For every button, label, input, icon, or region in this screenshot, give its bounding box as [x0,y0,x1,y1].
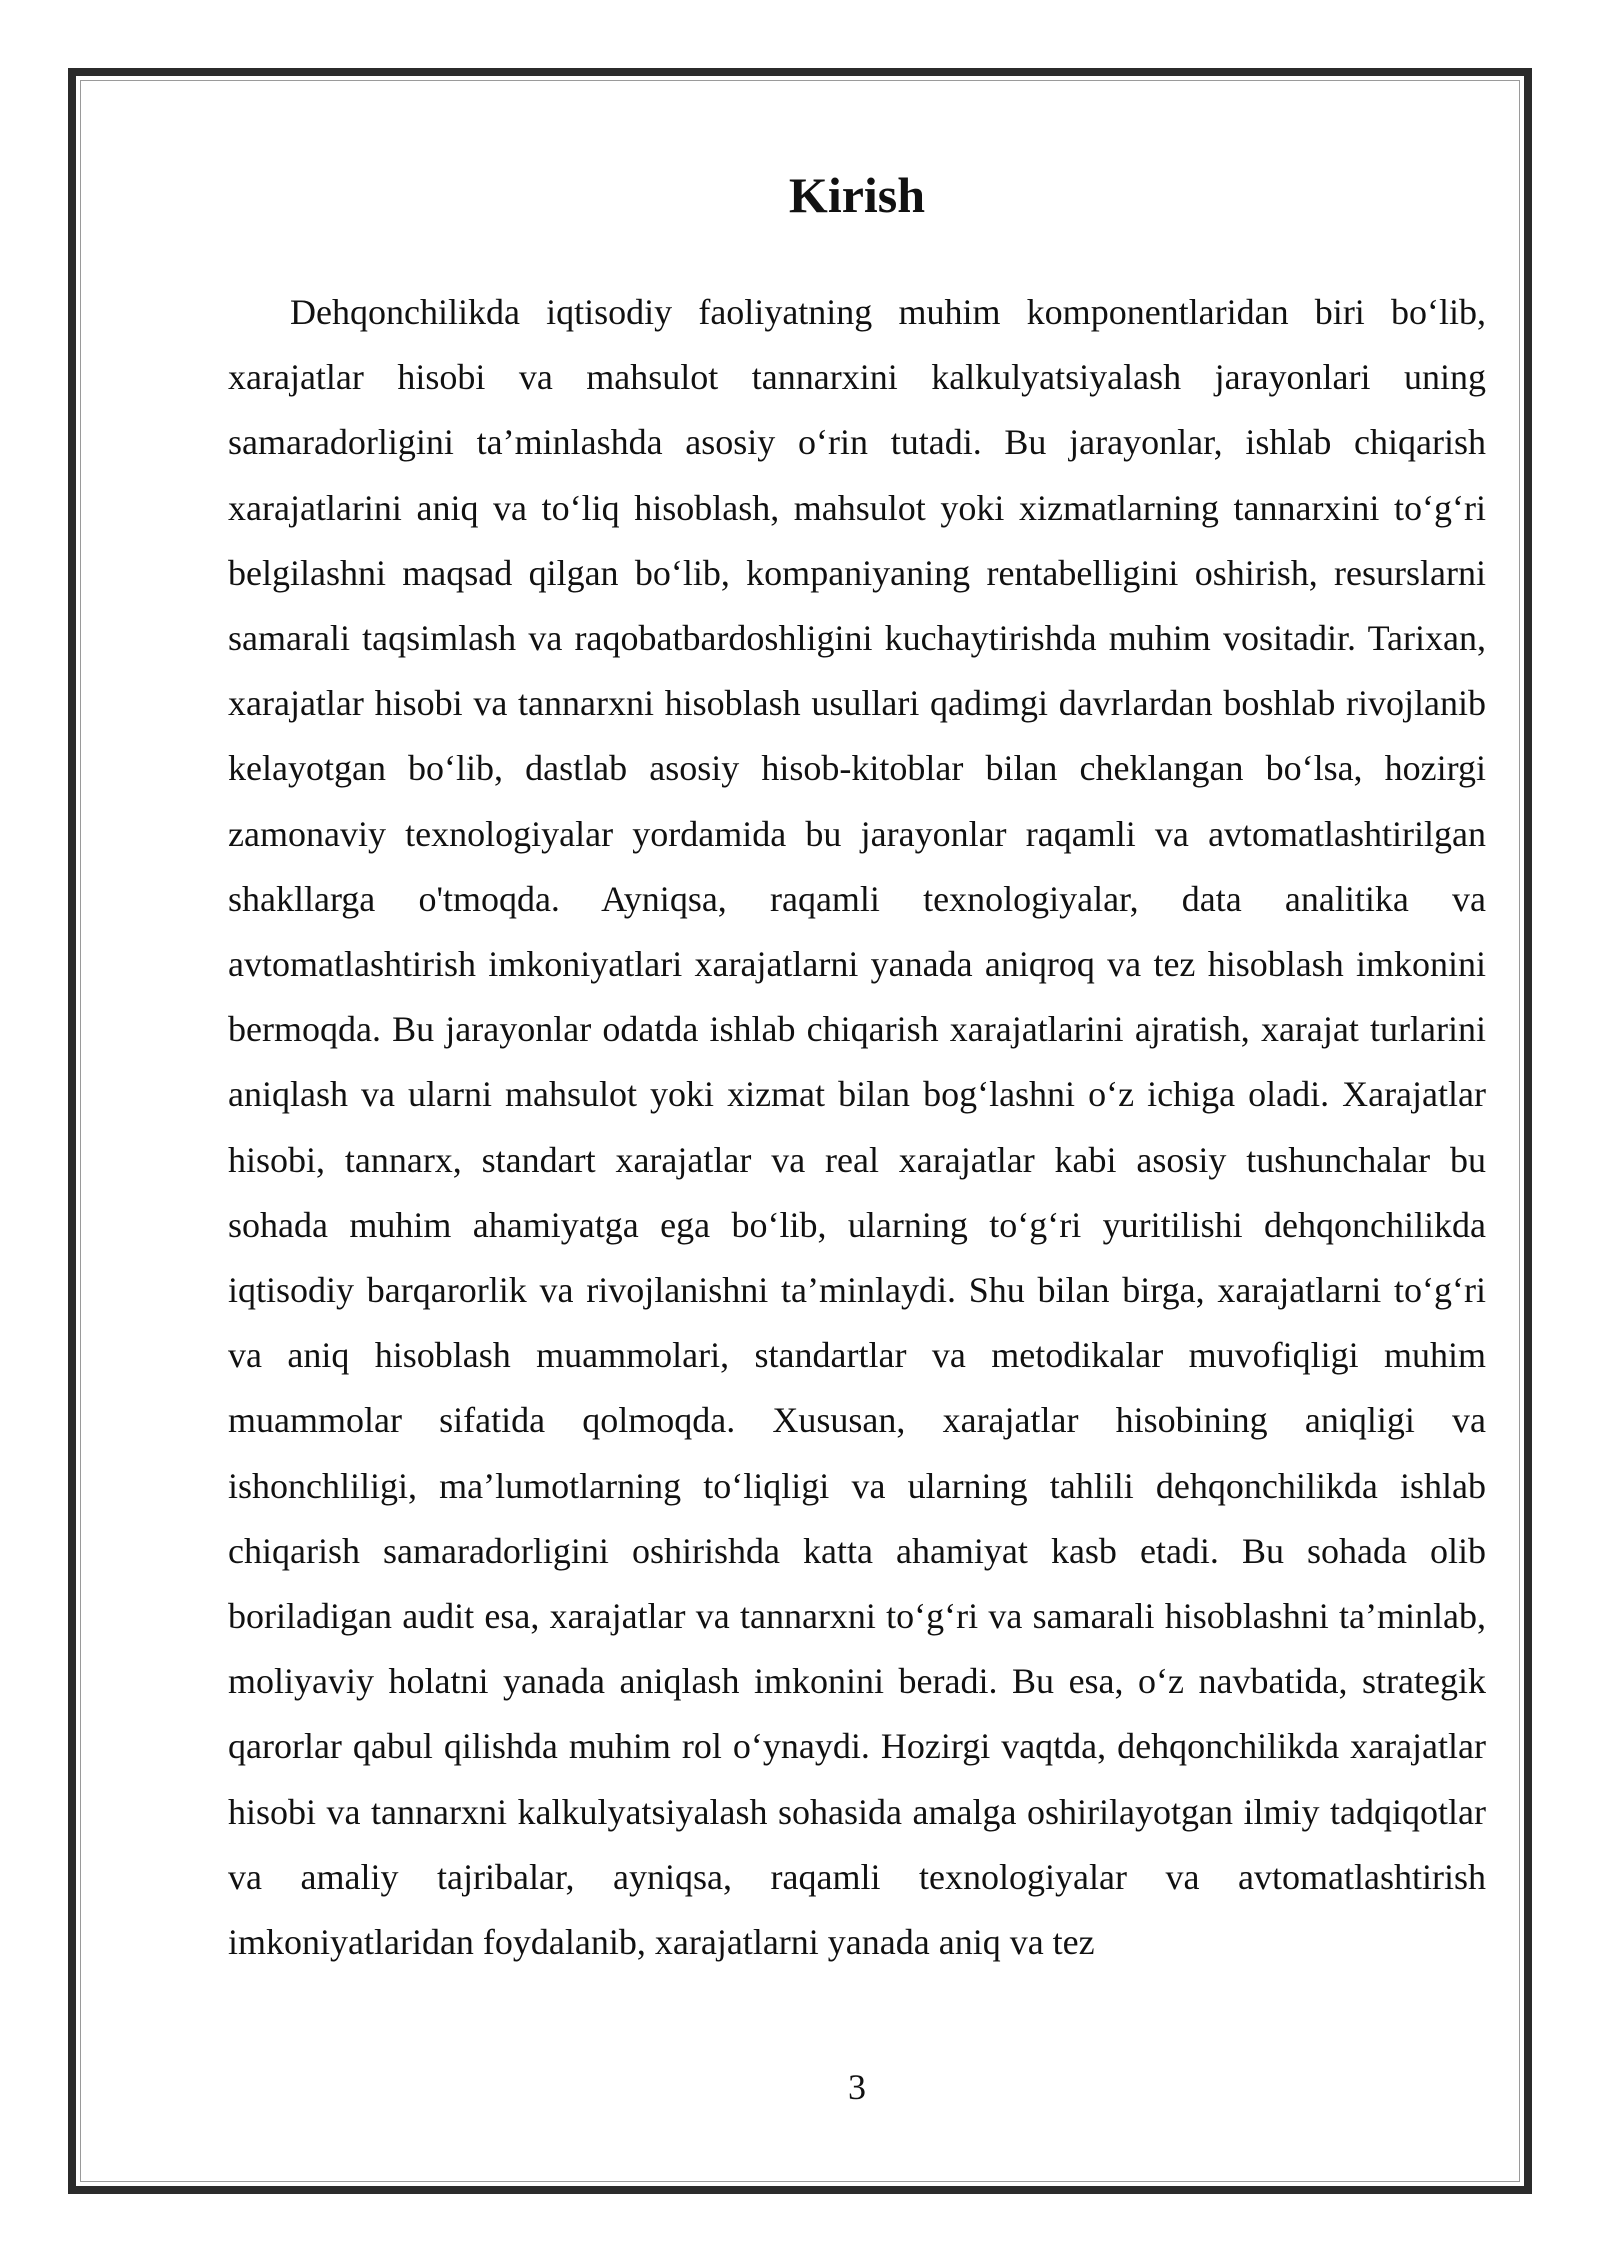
page-title: Kirish [788,167,926,223]
body-paragraph: Dehqonchilikda iqtisodiy faoliyatning muhim komponentlaridan biri bo‘lib, xarajatlar hisobi va mahsulot tannarxini kalkulyatsiyalash jarayonlari uning samaradorligini ta’minlashda asosiy o‘rin tutadi. Bu jarayonlar, ishlab chiqarish xarajatlarini aniq va to‘liq hisoblash, mahsulot yoki xizmatlarning tannarxini to‘g‘ri belgilashni maqsad qilgan bo‘lib, kompaniyaning rentabelligini oshirish, resurslarni samarali taqsimlash va raqobatbardoshligini kuchaytirishda muhim vositadir. Tarixan, xarajatlar hisobi va tannarxni hisoblash usullari qadimgi davrlardan boshlab rivojlanib kelayotgan bo‘lib, dastlab asosiy hisob-kitoblar bilan cheklangan bo‘lsa, hozirgi zamonaviy texnologiyalar yordamida bu jarayonlar raqamli va avtomatlashtirilgan shakllarga o'tmoqda. Ayniqsa, raqamli texnologiyalar, data analitika va avtomatlashtirish imkoniyatlari xarajatlarni yanada aniqroq va tez hisoblash imkonini bermoqda. Bu jarayonlar odatda ishlab chiqarish xarajatlarini ajratish, xarajat turlarini aniqlash va ularni mahsulot yoki xizmat bilan bog‘lashni o‘z ichiga oladi. Xarajatlar hisobi, tannarx, standart xarajatlar va real xarajatlar kabi asosiy tushunchalar bu sohada muhim ahamiyatga ega bo‘lib, ularning to‘g‘ri yuritilishi dehqonchilikda iqtisodiy barqarorlik va rivojlanishni ta’minlaydi. Shu bilan birga, xarajatlarni to‘g‘ri va aniq hisoblash muammolari, standartlar va metodikalar muvofiqligi muhim muammolar sifatida qolmoqda. Xususan, xarajatlar hisobining aniqligi va ishonchliligi, ma’lumotlarning to‘liqligi va ularning tahlili dehqonchilikda ishlab chiqarish samaradorligini oshirishda katta ahamiyat kasb etadi. Bu sohada olib boriladigan audit esa, xarajatlar va tannarxni to‘g‘ri va samarali hisoblashni ta’minlab, moliyaviy holatni yanada aniqlash imkonini beradi. Bu esa, o‘z navbatida, strategik qarorlar qabul qilishda muhim rol o‘ynaydi. Hozirgi vaqtda, dehqonchilikda xarajatlar hisobi va tannarxni kalkulyatsiyalash sohasida amalga oshirilayotgan ilmiy tadqiqotlar va amaliy tajribalar, ayniqsa, raqamli texnologiyalar va avtomatlashtirish imkoniyatlaridan foydalanib, xarajatlarni yanada aniq va tez [228,292,1486,1963]
page-number: 3 [848,2067,866,2107]
page-content [228,160,1486,1975]
